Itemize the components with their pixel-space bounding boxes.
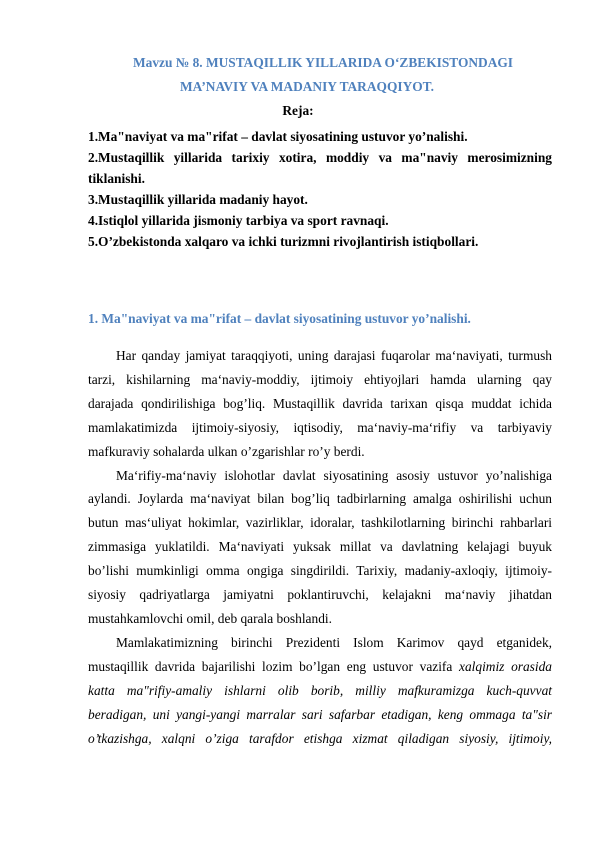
body-line: Har qanday jamiyat taraqqiyoti, uning darajasi fuqarolar ma‘naviyati, turmush [116, 348, 552, 363]
plan-item-4: 4.Istiqlol yillarida jismoniy tarbiya va sport ravnaqi. [88, 213, 389, 228]
body-line: bo’lishi mumkinligi omma ongiga singdirildi. Tarixiy, madaniy-axloqiy, ijtimoiy- [88, 563, 552, 579]
section-heading: 1. Ma"naviyat va ma"rifat – davlat siyosatining ustuvor yo’nalishi. [88, 311, 471, 326]
body-text [88, 344, 552, 750]
body-line: butun mas‘uliyat hokimlar, vazirliklar, idoralar, tashkilotlarning birinchi rahbarlari [88, 515, 552, 531]
plan-item-5: 5.O’zbekistonda xalqaro va ichki turizmni rivojlantirish istiqbollari. [88, 234, 479, 249]
plan-item-3: 3.Mustaqillik yillarida madaniy hayot. [88, 192, 308, 207]
body-text-italic: beradigan, uni yangi-yangi marralar sari safarbar etadigan, keng ommaga ta"sir [88, 706, 552, 722]
body-line: Ma‘rifiy-ma‘naviy islohotlar davlat siyosatining asosiy ustuvor yo’nalishiga [116, 467, 552, 483]
plan-item-1: 1.Ma"naviyat va ma"rifat – davlat siyosatining ustuvor yo’nalishi. [88, 129, 468, 144]
topic-title-line-2: MA’NAVIY VA MADANIY TARAQQIYOT. [180, 79, 434, 94]
body-line: tarzi, kishilarning ma‘naviy-moddiy, ijtimoiy ehtiyojlari hamda ularning qay [88, 371, 552, 387]
plan-item-2-continued: tiklanishi. [88, 171, 145, 186]
body-line: aylandi. Joylarda ma‘naviyat bilan bog’liq tadbirlarning amalga oshirilishi uchun [88, 491, 552, 507]
body-line: siyosiy qadriyatlarga jamiyatni poklantiruvchi, kelajakni ma‘naviy jihatdan [88, 587, 552, 603]
body-line: mamlakatimizda ijtimoiy-siyosiy, iqtisodiy, ma‘naviy-ma‘rifiy va tarbiyaviy [88, 419, 552, 435]
body-line [88, 727, 552, 751]
body-line: mafkuraviy sohalarda ulkan o’zgarishlar ro’y berdi. [88, 443, 365, 459]
body-text-italic: o’tkazishga, xalqni o’ziga tarafdor etishga xizmat qiladigan siyosiy, ijtimoiy, [88, 730, 552, 746]
topic-title-line-1: Mavzu № 8. MUSTAQILLIK YILLARIDA O‘ZBEKISTONDAGI [133, 55, 514, 70]
plan-list [88, 126, 552, 252]
body-text-regular: mustaqillik davrida bajarilishi lozim bo’lgan eng ustuvor vazifa [88, 658, 460, 674]
body-line [88, 655, 552, 679]
body-line: zimmasiga yuklatildi. Ma‘naviyati yuksak millat va davlatning kelajagi buyuk [88, 539, 552, 555]
plan-heading: Reja: [282, 103, 314, 118]
body-line: Mamlakatimizning birinchi Prezidenti Islom Karimov qayd etganidek, [116, 634, 552, 650]
body-line: mustahkamlovchi omil, deb qarala boshlandi. [88, 610, 332, 626]
body-line [88, 703, 552, 727]
body-text-italic: xalqimiz orasida [459, 658, 552, 674]
body-line [88, 679, 552, 703]
body-line: darajada qondirilishiga bog’liq. Mustaqillik davrida tarixan qisqa muddat ichida [88, 395, 552, 411]
body-text-italic: katta ma"rifiy-amaliy ishlarni olib borib, milliy mafkuramizga kuch-quvvat [88, 682, 552, 698]
plan-item-2: 2.Mustaqillik yillarida tarixiy xotira, moddiy va ma"naviy merosimizning [88, 150, 552, 165]
